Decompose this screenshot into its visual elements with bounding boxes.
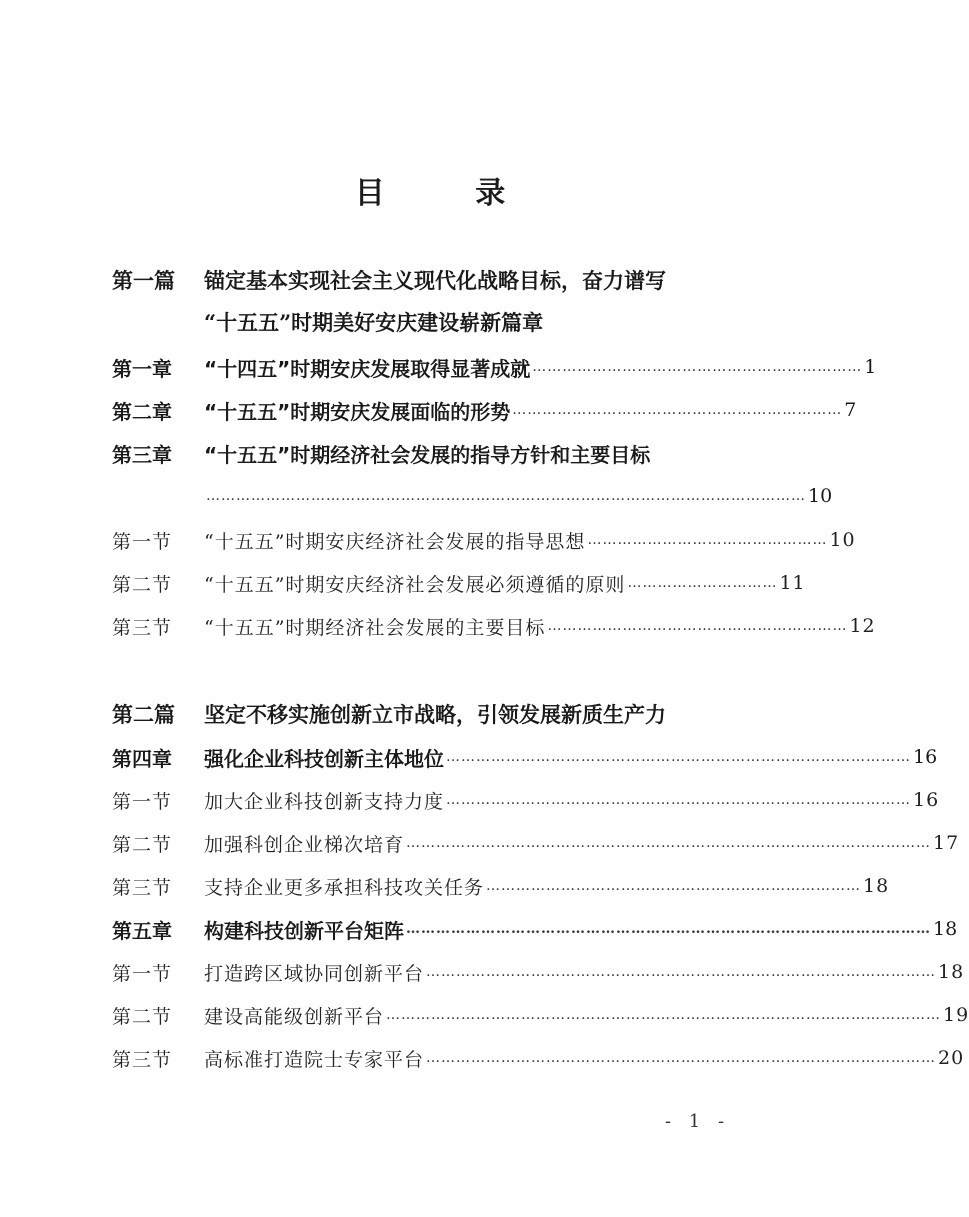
section-label: 第三节 [112, 1048, 173, 1071]
toc-section[interactable] [112, 783, 940, 817]
page-number: 16 [913, 789, 940, 811]
section-title: 打造跨区域协同创新平台 [204, 962, 425, 985]
page-number: 16 [913, 746, 938, 768]
leader-dots: …………………………………………………………………………………………… [406, 921, 931, 937]
toc-section[interactable] [112, 869, 890, 903]
section-title: “十五五”时期安庆经济社会发展的指导思想 [204, 530, 586, 553]
toc-chapter-3-leader [204, 479, 833, 513]
leader-dots: …………………………………………………… [547, 618, 848, 634]
leader-dots: ………………………………………………………………………………… [446, 749, 911, 765]
leader-dots: ………………………………………………………………………………………………… [386, 1007, 942, 1023]
page-number: 10 [829, 529, 856, 551]
section-title: 高标准打造院士专家平台 [204, 1048, 425, 1071]
section-label: 第二节 [112, 573, 173, 596]
toc-chapter-4[interactable] [112, 740, 938, 774]
section-title: “十五五”时期经济社会发展的主要目标 [204, 616, 546, 639]
section-label: 第三节 [112, 616, 173, 639]
chapter-label: 第五章 [112, 918, 172, 943]
page-number: 1 [864, 356, 877, 378]
toc-section[interactable] [112, 1041, 965, 1075]
toc-part-1-continued [204, 305, 748, 339]
part-label: 第二篇 [112, 702, 175, 727]
toc-chapter-3[interactable] [112, 436, 748, 470]
part-title-line-1: 锚定基本实现社会主义现代化战略目标，奋力谱写 [204, 268, 666, 293]
toc-section[interactable] [112, 566, 806, 600]
chapter-title: “十五五”时期经济社会发展的指导方针和主要目标 [204, 442, 651, 467]
section-title: 建设高能级创新平台 [204, 1005, 385, 1028]
chapter-title: “十四五”时期安庆发展取得显著成就 [204, 356, 531, 381]
section-title: 加大企业科技创新支持力度 [204, 790, 445, 813]
section-label: 第一节 [112, 790, 173, 813]
toc-section[interactable] [112, 609, 876, 643]
toc-part-2[interactable] [112, 697, 748, 731]
part-title-line-2: “十五五”时期美好安庆建设崭新篇章 [204, 310, 544, 335]
chapter-label: 第三章 [112, 442, 172, 467]
section-label: 第三节 [112, 876, 173, 899]
section-label: 第二节 [112, 1005, 173, 1028]
page-number: 20 [938, 1047, 965, 1069]
leader-dots: ………………………………………………………… [532, 359, 863, 375]
leader-dots: …………………………………………………………………………………………… [406, 835, 932, 851]
section-label: 第一节 [112, 962, 173, 985]
page-number: 12 [849, 615, 876, 637]
toc-section[interactable] [112, 998, 969, 1032]
page-number: 10 [808, 485, 833, 507]
chapter-title: 强化企业科技创新主体地位 [204, 746, 444, 771]
page-footer-number: - 1 - [665, 1111, 731, 1132]
leader-dots: ………………………………………………………………… [486, 878, 862, 894]
page-number: 17 [933, 832, 960, 854]
section-label: 第一节 [112, 530, 173, 553]
page-number: 18 [863, 875, 890, 897]
page-title: 目 录 [354, 176, 546, 211]
leader-dots: ………………………………………… [587, 532, 828, 548]
toc-section[interactable] [112, 826, 960, 860]
toc-section[interactable] [112, 955, 965, 989]
part-label: 第一篇 [112, 268, 175, 293]
toc-chapter-2[interactable] [112, 393, 857, 427]
leader-dots: ………………………………………………………………………………… [446, 792, 912, 808]
leader-dots: ………………………………………………………………………………………………………… [206, 488, 806, 504]
leader-dots: ………………………… [627, 575, 778, 591]
page-number: 18 [938, 961, 965, 983]
page-number: 7 [844, 399, 857, 421]
section-title: 加强科创企业梯次培育 [204, 833, 405, 856]
toc-chapter-5[interactable] [112, 912, 958, 946]
section-label: 第二节 [112, 833, 173, 856]
leader-dots: ………………………………………………………………………………………… [426, 1050, 937, 1066]
part-title-line-1: 坚定不移实施创新立市战略，引领发展新质生产力 [204, 702, 666, 727]
toc-chapter-1[interactable] [112, 350, 877, 384]
chapter-title: “十五五”时期安庆发展面临的形势 [204, 399, 511, 424]
page-number: 11 [779, 572, 806, 594]
chapter-label: 第四章 [112, 746, 172, 771]
chapter-title: 构建科技创新平台矩阵 [204, 918, 404, 943]
page-number: 19 [943, 1004, 969, 1026]
leader-dots: ………………………………………………………… [512, 402, 843, 418]
chapter-label: 第二章 [112, 399, 172, 424]
chapter-label: 第一章 [112, 356, 172, 381]
toc-section[interactable] [112, 523, 856, 557]
page-number: 18 [933, 918, 958, 940]
section-title: “十五五”时期安庆经济社会发展必须遵循的原则 [204, 573, 626, 596]
leader-dots: ………………………………………………………………………………………… [426, 964, 937, 980]
toc-part-1[interactable] [112, 263, 748, 297]
section-title: 支持企业更多承担科技攻关任务 [204, 876, 485, 899]
